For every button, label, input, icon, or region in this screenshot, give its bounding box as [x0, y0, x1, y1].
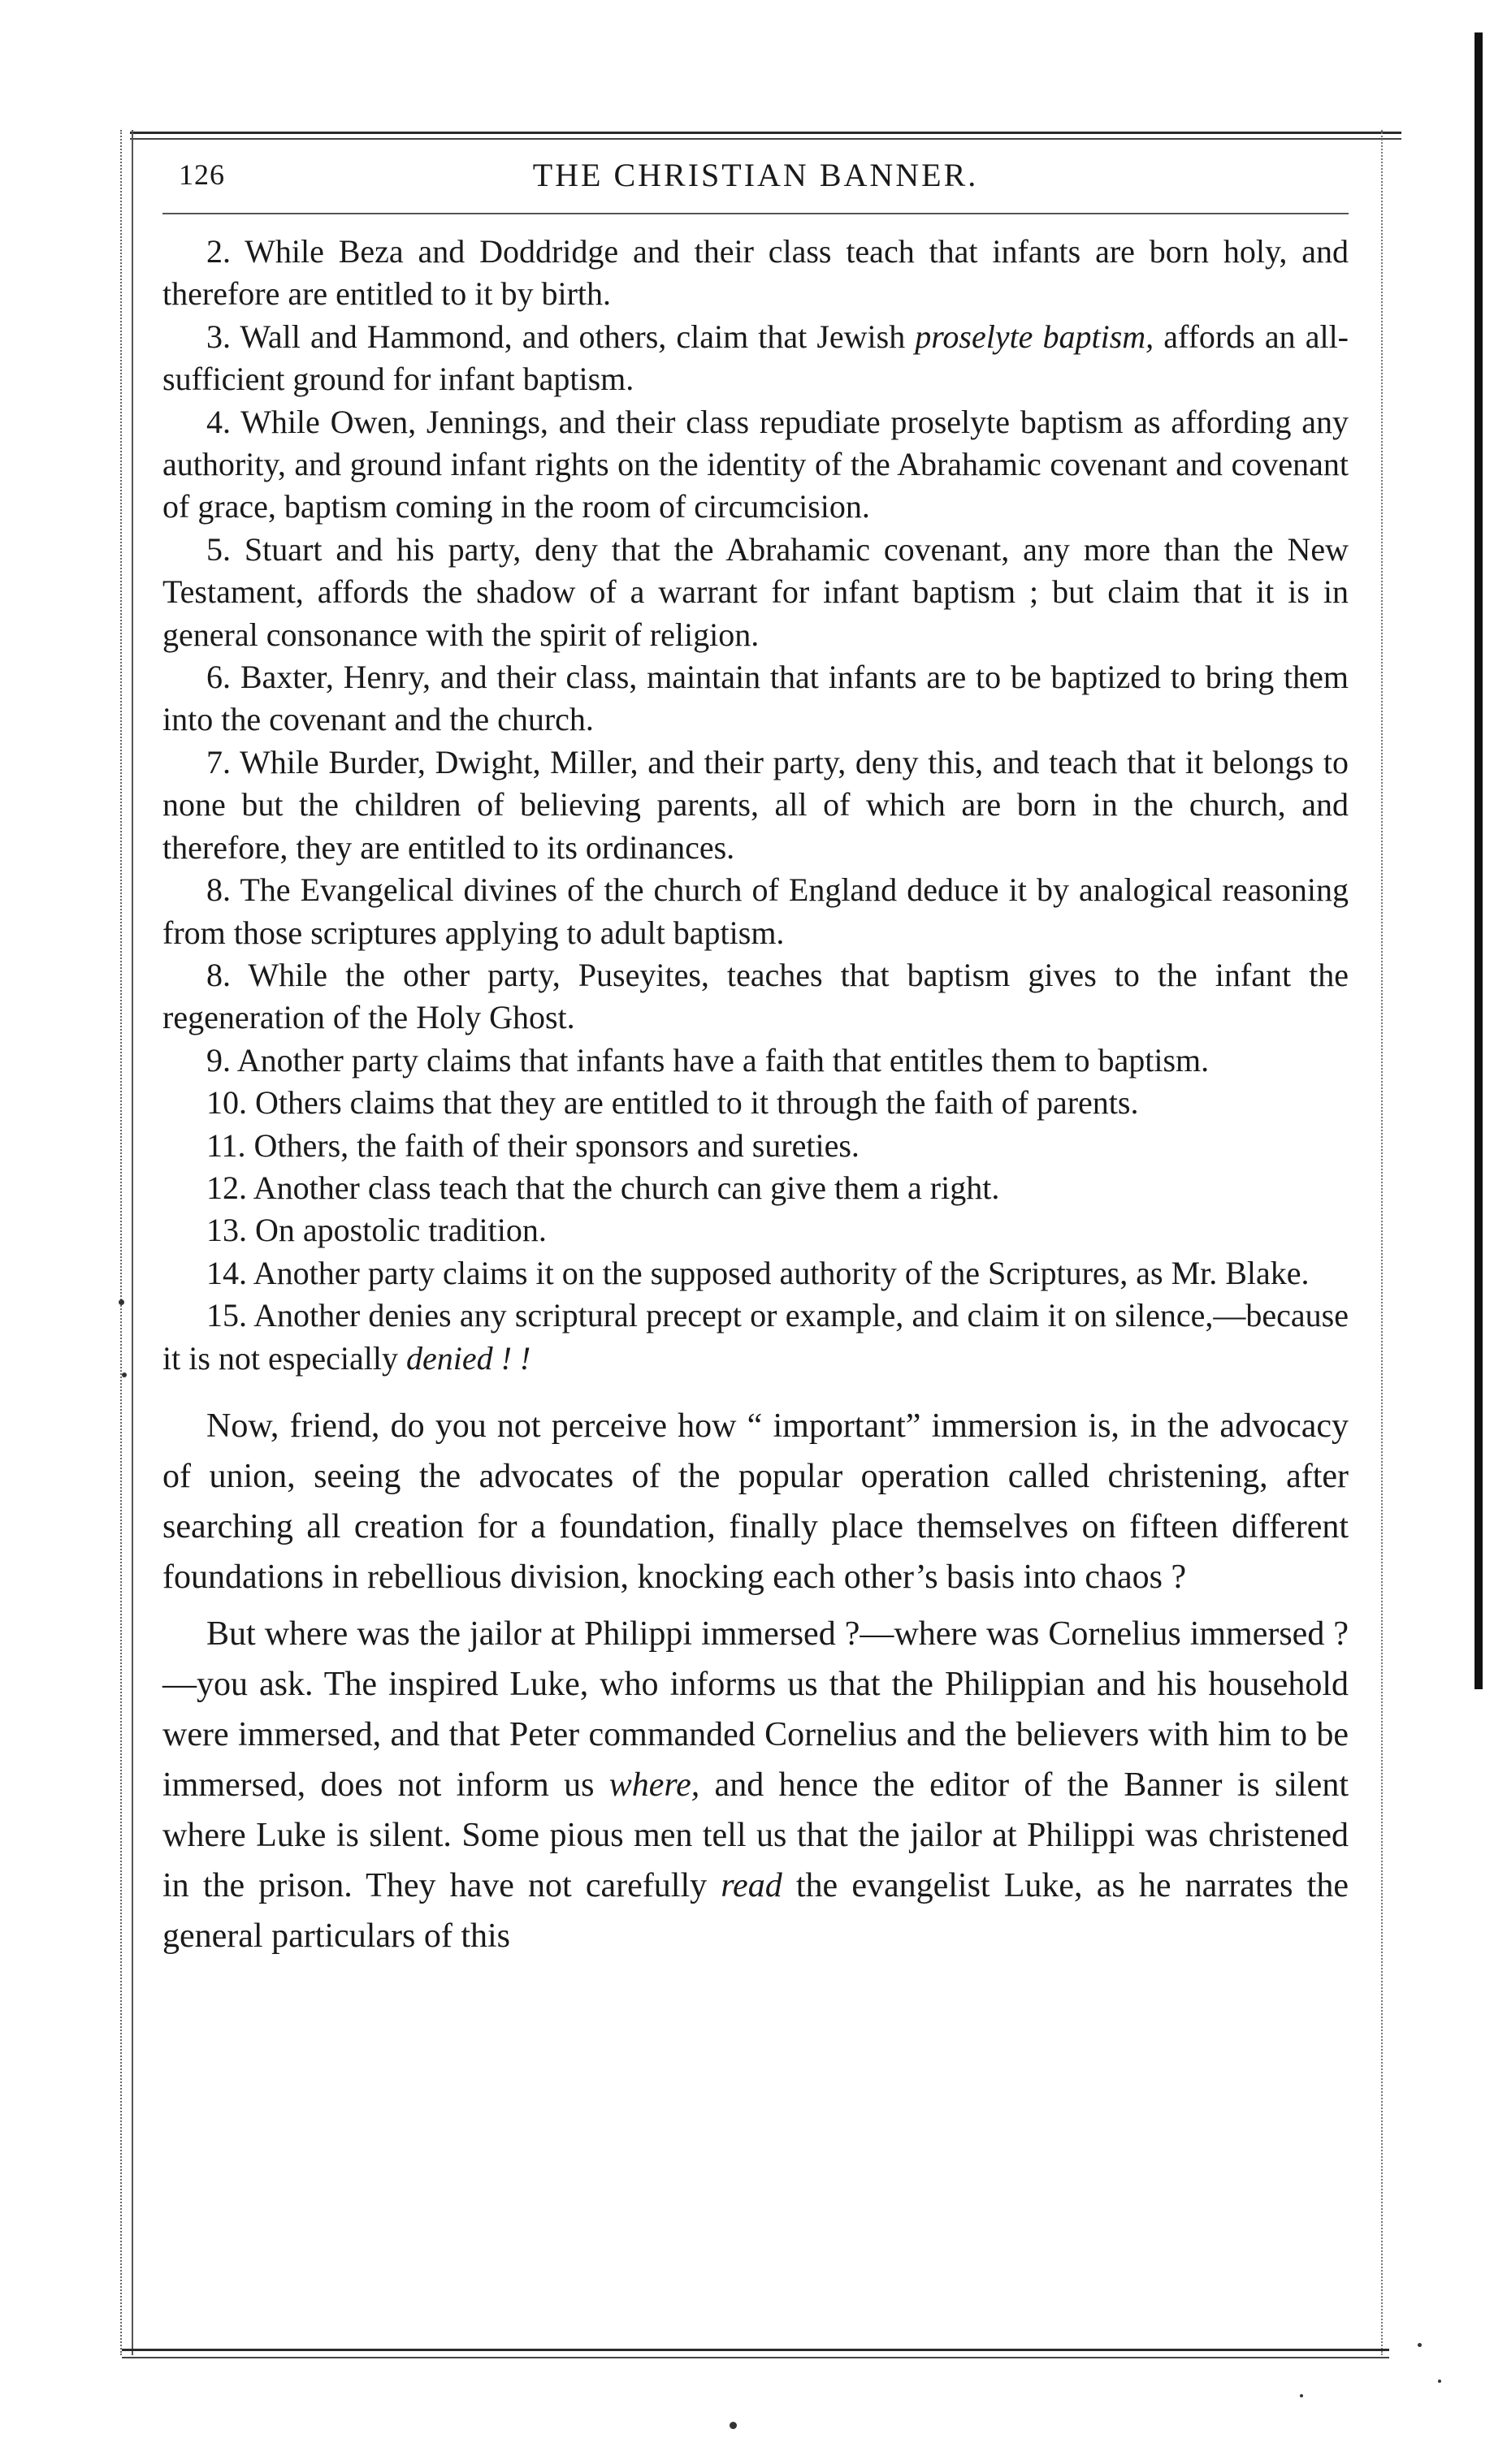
- item-number: 9.: [206, 1041, 231, 1079]
- item-text: Others claims that they are entitled to it through the faith of parents.: [255, 1084, 1139, 1122]
- item-number: 2.: [206, 233, 231, 270]
- item-number: 6.: [206, 659, 231, 696]
- left-border-dotted: [120, 130, 122, 2355]
- item-text: Another party claims it on the supposed authority of the Scriptures, as Mr. Blake.: [253, 1254, 1310, 1291]
- item-number: 7.: [206, 743, 231, 780]
- numbered-item: [162, 656, 1349, 741]
- ink-speck: [119, 1299, 124, 1305]
- header-rule: [162, 213, 1349, 214]
- item-text: The Evangelical divines of the church of England deduce it by analogical reasoning from those scriptures applying to adult baptism.: [162, 871, 1349, 951]
- scan-edge-bar: [1475, 32, 1483, 1689]
- ink-speck: [1300, 2394, 1303, 2397]
- numbered-item: [162, 529, 1349, 656]
- item-number: 14.: [206, 1254, 247, 1291]
- item-text: While Owen, Jennings, and their class repudiate proselyte baptism as affording any authority, and ground infant rights on the identity of the Abrahamic covenant and covenant of grace, baptism coming in the room of circumcision.: [162, 403, 1349, 525]
- bottom-border-rule: [122, 2349, 1389, 2351]
- item-emphasis: denied ! !: [405, 1339, 531, 1377]
- running-title: THE CHRISTIAN BANNER.: [532, 157, 979, 193]
- numbered-item: [162, 1295, 1349, 1380]
- numbered-item: [162, 231, 1349, 316]
- item-text: Wall and Hammond, and others, claim that Jewish: [240, 318, 916, 355]
- item-number: 12.: [206, 1169, 247, 1206]
- numbered-item: [162, 1209, 1349, 1251]
- right-border-dotted: [1381, 130, 1383, 2355]
- ink-speck: [122, 1372, 127, 1377]
- numbered-item: [162, 1167, 1349, 1209]
- page-number: 126: [179, 158, 225, 191]
- item-text: While Beza and Doddridge and their class teach that infants are born holy, and therefore are entitled to it by birth.: [162, 233, 1349, 313]
- numbered-item: [162, 869, 1349, 954]
- item-text: Stuart and his party, deny that the Abrahamic covenant, any more than the New Testament, affords the shadow of a warrant for infant baptism ; but claim that it is in general consonance with the spirit of religion.: [162, 530, 1349, 653]
- top-border-rule: [130, 132, 1401, 134]
- item-number: 13.: [206, 1212, 247, 1249]
- item-number: 15.: [206, 1297, 247, 1334]
- item-number: 8.: [206, 956, 231, 993]
- ink-speck: [1438, 2380, 1441, 2383]
- ink-speck: [730, 2422, 737, 2429]
- item-text: Another denies any scriptural precept or example, and claim it on silence,—because it is not especially: [162, 1297, 1349, 1377]
- numbered-item: [162, 954, 1349, 1040]
- top-border-rule-inner: [130, 138, 1401, 140]
- body-text: [162, 231, 1349, 1961]
- item-number: 11.: [206, 1126, 246, 1164]
- numbered-item: [162, 1252, 1349, 1295]
- numbered-item: [162, 401, 1349, 529]
- item-text: While the other party, Puseyites, teaches that baptism gives to the infant the regeneration of the Holy Ghost.: [162, 956, 1349, 1036]
- paragraph-text: But where was the jailor at Philippi immersed ?—where was Cornelius immersed ?—you ask. The inspired Luke, who informs us that the Philippian and his household were immersed, and that Peter commanded Cornelius and the believers with him to be immersed, does not inform us: [162, 1615, 1349, 1804]
- item-text: affords an all-sufficient ground for infant baptism.: [162, 318, 1349, 398]
- numbered-item: [162, 1082, 1349, 1124]
- item-number: 4.: [206, 403, 231, 440]
- item-text: Another party claims that infants have a faith that entitles them to baptism.: [236, 1041, 1210, 1079]
- numbered-item: [162, 1040, 1349, 1082]
- numbered-item: [162, 1125, 1349, 1167]
- paragraph-text: and hence the editor of the Banner is silent where Luke is silent. Some pious men tell us that the jailor at Philippi was christened in the prison. They have not carefully: [162, 1766, 1349, 1904]
- item-text: Baxter, Henry, and their class, maintain that infants are to be baptized to bring them into the covenant and the church.: [162, 659, 1349, 738]
- numbered-item: [162, 741, 1349, 869]
- running-header: [162, 153, 1349, 201]
- paragraph-emphasis: where,: [608, 1766, 700, 1804]
- item-number: 10.: [206, 1084, 247, 1122]
- item-emphasis: proselyte baptism,: [915, 318, 1154, 355]
- item-number: 8.: [206, 871, 231, 909]
- item-number: 3.: [206, 318, 231, 355]
- item-text: While Burder, Dwight, Miller, and their party, deny this, and teach that it belongs to none but the children of believing parents, all of which are born in the church, and therefore, they are entitled to its ordinances.: [162, 743, 1349, 866]
- item-text: Others, the faith of their sponsors and sureties.: [253, 1126, 860, 1164]
- item-number: 5.: [206, 530, 231, 568]
- paragraph-emphasis: read: [721, 1866, 782, 1904]
- paragraph-text: the evangelist Luke, as he narrates the general particulars of this: [162, 1866, 1349, 1955]
- numbered-item: [162, 316, 1349, 401]
- ink-speck: [1418, 2343, 1422, 2347]
- paragraph-immersion-union: Now, friend, do you not perceive how “ important” immersion is, in the advocacy of union, seeing the advocates of the popular operation called christening, after searching all creation for a foundation, finally place themselves on fifteen different foundations in rebellious division, knocking each other’s basis into chaos ?: [162, 1407, 1349, 1596]
- paragraph-jailor-philippi: [162, 1609, 1349, 1961]
- item-text: Another class teach that the church can give them a right.: [253, 1169, 1000, 1206]
- left-border-rule: [132, 130, 133, 2355]
- item-text: On apostolic tradition.: [255, 1212, 547, 1249]
- bottom-border-rule-inner: [122, 2357, 1389, 2358]
